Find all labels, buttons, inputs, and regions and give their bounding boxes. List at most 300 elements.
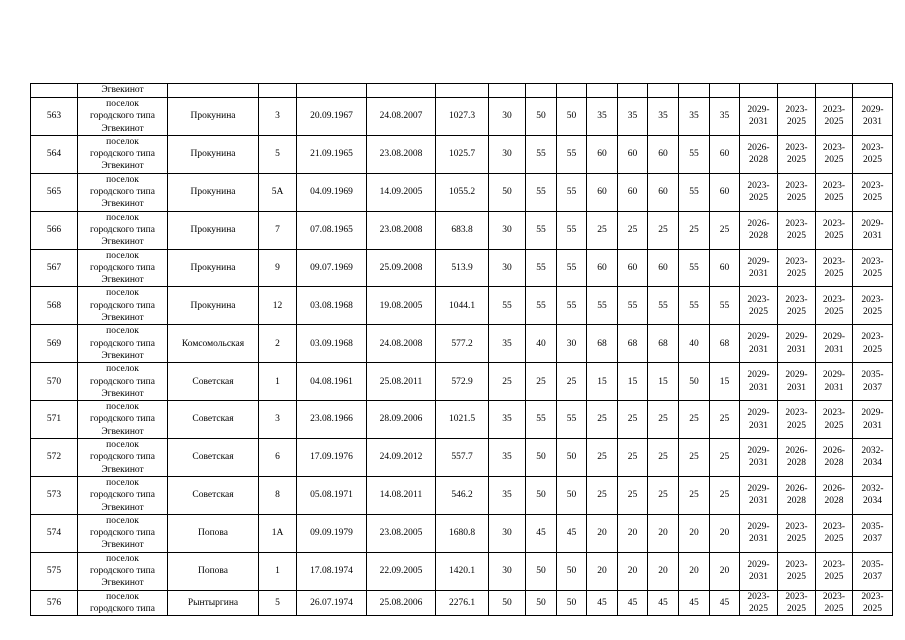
repair-period-cell xyxy=(778,401,816,439)
area-cell: 1021.5 xyxy=(436,401,489,439)
street-cell: Прокунина xyxy=(168,249,259,287)
line: 2023- xyxy=(822,521,846,532)
line: 2023- xyxy=(785,408,808,419)
wear-percent-cell: 25 xyxy=(648,211,679,249)
line: 2032- xyxy=(861,484,884,495)
line: 2025 xyxy=(787,603,806,614)
settlement-cell xyxy=(78,135,168,173)
wear-percent-cell: 50 xyxy=(526,476,557,514)
line: Эгвекинот xyxy=(101,502,144,513)
wear-percent-cell: 50 xyxy=(557,552,587,590)
table-row xyxy=(31,476,893,514)
line: 2023- xyxy=(822,143,846,154)
wear-percent-cell: 50 xyxy=(557,98,587,136)
line: 2029- xyxy=(822,332,846,343)
wear-percent-cell: 20 xyxy=(679,552,710,590)
table-row xyxy=(31,287,893,325)
wear-percent-cell: 25 xyxy=(710,476,740,514)
date-inspection-cell: 22.09.2005 xyxy=(367,552,436,590)
date-inspection-cell: 28.09.2006 xyxy=(367,401,436,439)
wear-percent-cell: 25 xyxy=(710,211,740,249)
date-built-cell: 17.08.1974 xyxy=(297,552,367,590)
wear-percent-cell: 20 xyxy=(618,514,648,552)
wear-percent-cell: 55 xyxy=(710,287,740,325)
wear-percent-cell: 60 xyxy=(587,249,618,287)
empty-cell xyxy=(679,84,710,98)
wear-percent-cell: 20 xyxy=(679,514,710,552)
line: 2031 xyxy=(749,117,768,128)
wear-percent-cell: 55 xyxy=(526,173,557,211)
date-built-cell: 09.07.1969 xyxy=(297,249,367,287)
line: 2023- xyxy=(785,256,808,267)
line: 2025 xyxy=(787,193,806,204)
line: Эгвекинот xyxy=(101,161,144,172)
wear-percent-cell: 60 xyxy=(710,173,740,211)
date-built-cell: 17.09.1976 xyxy=(297,439,367,477)
settlement-cell xyxy=(78,439,168,477)
wear-percent-cell: 20 xyxy=(587,514,618,552)
wear-percent-cell: 25 xyxy=(618,439,648,477)
wear-percent-cell: 55 xyxy=(679,249,710,287)
house-number-cell: 5 xyxy=(259,590,297,616)
wear-percent-cell: 55 xyxy=(526,401,557,439)
wear-percent-cell: 55 xyxy=(526,211,557,249)
repair-period-cell xyxy=(853,249,893,287)
line: 2028 xyxy=(787,496,806,507)
area-cell: 577.2 xyxy=(436,325,489,363)
line: 2035- xyxy=(861,521,884,532)
line: 2029- xyxy=(747,521,770,532)
settlement-cell xyxy=(78,287,168,325)
street-cell: Советская xyxy=(168,363,259,401)
wear-percent-cell: 55 xyxy=(557,287,587,325)
line: 2023- xyxy=(861,143,884,154)
line: поселок xyxy=(106,553,139,564)
date-inspection-cell: 14.09.2005 xyxy=(367,173,436,211)
wear-percent-cell: 55 xyxy=(679,287,710,325)
wear-percent-cell: 25 xyxy=(648,476,679,514)
wear-percent-cell: 50 xyxy=(679,363,710,401)
wear-percent-cell: 15 xyxy=(648,363,679,401)
empty-cell xyxy=(168,84,259,98)
row-number-cell: 570 xyxy=(31,363,78,401)
repair-period-cell xyxy=(853,211,893,249)
line: городского типа xyxy=(90,187,155,198)
wear-percent-cell: 35 xyxy=(489,476,526,514)
street-cell: Советская xyxy=(168,476,259,514)
row-number-cell: 568 xyxy=(31,287,78,325)
wear-percent-cell: 35 xyxy=(489,325,526,363)
repair-period-cell xyxy=(778,363,816,401)
line: городского типа xyxy=(90,262,155,273)
repair-period-cell xyxy=(816,439,853,477)
table-row xyxy=(31,249,893,287)
line: 2029- xyxy=(747,105,770,116)
wear-percent-cell: 25 xyxy=(648,401,679,439)
line: 2023- xyxy=(822,591,846,602)
line: 2031 xyxy=(824,382,844,393)
line: поселок xyxy=(106,477,139,488)
wear-percent-cell: 60 xyxy=(587,135,618,173)
wear-percent-cell: 60 xyxy=(710,135,740,173)
area-cell: 1027.3 xyxy=(436,98,489,136)
wear-percent-cell: 55 xyxy=(557,173,587,211)
line: Эгвекинот xyxy=(101,350,144,361)
line: 2025 xyxy=(787,534,806,545)
line: 2029- xyxy=(747,408,770,419)
repair-period-cell xyxy=(778,173,816,211)
line: 2035- xyxy=(861,370,884,381)
line: 2029- xyxy=(747,332,770,343)
line: 2028 xyxy=(787,458,806,469)
line: городского типа xyxy=(90,376,155,387)
date-inspection-cell: 23.08.2008 xyxy=(367,211,436,249)
area-cell: 2276.1 xyxy=(436,590,489,616)
wear-percent-cell: 68 xyxy=(618,325,648,363)
area-cell: 513.9 xyxy=(436,249,489,287)
repair-period-cell xyxy=(816,98,853,136)
line: 2025 xyxy=(787,117,806,128)
wear-percent-cell: 20 xyxy=(587,552,618,590)
line: 2031 xyxy=(749,496,768,507)
line: поселок xyxy=(106,212,139,223)
empty-cell xyxy=(853,84,893,98)
wear-percent-cell: 50 xyxy=(526,590,557,616)
line: 2037 xyxy=(863,572,882,583)
line: 2025 xyxy=(824,572,844,583)
line: 2023- xyxy=(747,180,770,191)
repair-period-cell xyxy=(853,401,893,439)
wear-percent-cell: 25 xyxy=(648,439,679,477)
line: городского типа xyxy=(90,490,155,501)
repair-period-cell xyxy=(778,249,816,287)
repair-period-cell xyxy=(740,439,778,477)
repair-period-cell xyxy=(740,249,778,287)
street-cell: Советская xyxy=(168,439,259,477)
line: городского типа xyxy=(90,149,155,160)
line: Эгвекинот xyxy=(101,237,144,248)
repair-period-cell xyxy=(816,249,853,287)
settlement-cell: Эгвекинот xyxy=(78,84,168,98)
empty-cell xyxy=(557,84,587,98)
table-row xyxy=(31,325,893,363)
wear-percent-cell: 25 xyxy=(679,401,710,439)
wear-percent-cell: 30 xyxy=(489,211,526,249)
wear-percent-cell: 55 xyxy=(587,287,618,325)
line: городского типа xyxy=(90,111,155,122)
line: Эгвекинот xyxy=(101,578,144,589)
repair-period-cell xyxy=(816,173,853,211)
wear-percent-cell: 60 xyxy=(587,173,618,211)
empty-cell xyxy=(587,84,618,98)
line: Эгвекинот xyxy=(101,464,144,475)
area-cell: 1420.1 xyxy=(436,552,489,590)
line: поселок xyxy=(106,136,139,147)
line: 2026- xyxy=(785,484,808,495)
line: 2029- xyxy=(822,370,846,381)
area-cell: 1044.1 xyxy=(436,287,489,325)
line: городского типа xyxy=(90,603,155,614)
street-cell: Прокунина xyxy=(168,287,259,325)
row-number-cell: 574 xyxy=(31,514,78,552)
line: 2023- xyxy=(785,294,808,305)
empty-cell xyxy=(297,84,367,98)
table-row xyxy=(31,173,893,211)
wear-percent-cell: 25 xyxy=(587,401,618,439)
line: поселок xyxy=(106,440,139,451)
line: 2031 xyxy=(824,344,844,355)
wear-percent-cell: 30 xyxy=(557,325,587,363)
repair-period-cell xyxy=(816,590,853,616)
date-built-cell: 09.09.1979 xyxy=(297,514,367,552)
line: 2025 xyxy=(749,193,768,204)
line: городского типа xyxy=(90,338,155,349)
wear-percent-cell: 45 xyxy=(526,514,557,552)
wear-percent-cell: 35 xyxy=(489,401,526,439)
line: 2031 xyxy=(863,420,882,431)
area-cell: 1025.7 xyxy=(436,135,489,173)
street-cell: Прокунина xyxy=(168,211,259,249)
house-number-cell: 9 xyxy=(259,249,297,287)
line: 2023- xyxy=(861,294,884,305)
date-inspection-cell: 25.08.2011 xyxy=(367,363,436,401)
line: 2023- xyxy=(785,591,808,602)
repair-period-cell xyxy=(740,476,778,514)
row-number-cell: 576 xyxy=(31,590,78,616)
table-row xyxy=(31,135,893,173)
row-number-cell: 572 xyxy=(31,439,78,477)
line: городского типа xyxy=(90,528,155,539)
line: 2031 xyxy=(749,458,768,469)
line: 2035- xyxy=(861,559,884,570)
line: 2029- xyxy=(861,408,884,419)
table-row xyxy=(31,439,893,477)
repair-period-cell xyxy=(740,590,778,616)
date-built-cell: 21.09.1965 xyxy=(297,135,367,173)
row-number-cell: 563 xyxy=(31,98,78,136)
house-number-cell: 8 xyxy=(259,476,297,514)
wear-percent-cell: 55 xyxy=(679,173,710,211)
repair-period-cell xyxy=(816,287,853,325)
wear-percent-cell: 55 xyxy=(557,249,587,287)
line: 2023- xyxy=(822,559,846,570)
table-row-continuation xyxy=(31,84,893,98)
line: 2029- xyxy=(747,370,770,381)
street-cell: Прокунина xyxy=(168,135,259,173)
wear-percent-cell: 50 xyxy=(526,98,557,136)
repair-period-cell xyxy=(778,211,816,249)
line: Эгвекинот xyxy=(101,388,144,399)
wear-percent-cell: 50 xyxy=(526,439,557,477)
settlement-cell xyxy=(78,476,168,514)
wear-percent-cell: 35 xyxy=(648,98,679,136)
empty-cell xyxy=(259,84,297,98)
date-inspection-cell: 25.09.2008 xyxy=(367,249,436,287)
line: 2023- xyxy=(785,105,808,116)
line: 2029- xyxy=(785,370,808,381)
house-number-cell: 6 xyxy=(259,439,297,477)
line: 2028 xyxy=(824,458,844,469)
line: 2029- xyxy=(785,332,808,343)
wear-percent-cell: 55 xyxy=(648,287,679,325)
repair-period-cell xyxy=(778,590,816,616)
wear-percent-cell: 15 xyxy=(618,363,648,401)
wear-percent-cell: 25 xyxy=(526,363,557,401)
repair-period-cell xyxy=(853,325,893,363)
date-inspection-cell: 24.09.2012 xyxy=(367,439,436,477)
line: 2031 xyxy=(749,420,768,431)
row-number-cell: 567 xyxy=(31,249,78,287)
line: 2028 xyxy=(824,496,844,507)
housing-registry-table xyxy=(30,83,893,616)
repair-period-cell xyxy=(816,514,853,552)
area-cell: 1680.8 xyxy=(436,514,489,552)
date-built-cell: 20.09.1967 xyxy=(297,98,367,136)
wear-percent-cell: 68 xyxy=(648,325,679,363)
wear-percent-cell: 30 xyxy=(489,249,526,287)
empty-cell xyxy=(778,84,816,98)
line: 2029- xyxy=(747,484,770,495)
line: поселок xyxy=(106,99,139,109)
line: 2023- xyxy=(822,180,846,191)
repair-period-cell xyxy=(853,476,893,514)
repair-period-cell xyxy=(740,401,778,439)
repair-period-cell xyxy=(853,363,893,401)
wear-percent-cell: 15 xyxy=(710,363,740,401)
line: 2026- xyxy=(747,143,770,154)
wear-percent-cell: 30 xyxy=(489,552,526,590)
date-built-cell: 23.08.1966 xyxy=(297,401,367,439)
wear-percent-cell: 30 xyxy=(489,135,526,173)
line: 2031 xyxy=(787,344,806,355)
line: 2031 xyxy=(749,534,768,545)
repair-period-cell xyxy=(853,287,893,325)
row-number-cell: 566 xyxy=(31,211,78,249)
date-built-cell: 03.08.1968 xyxy=(297,287,367,325)
wear-percent-cell: 50 xyxy=(557,590,587,616)
wear-percent-cell: 60 xyxy=(710,249,740,287)
wear-percent-cell: 35 xyxy=(618,98,648,136)
repair-period-cell xyxy=(740,287,778,325)
house-number-cell: 5 xyxy=(259,135,297,173)
empty-cell xyxy=(710,84,740,98)
wear-percent-cell: 35 xyxy=(679,98,710,136)
empty-cell xyxy=(526,84,557,98)
line: 2023- xyxy=(861,591,884,602)
line: 2029- xyxy=(747,256,770,267)
wear-percent-cell: 60 xyxy=(618,249,648,287)
line: 2023- xyxy=(861,256,884,267)
line: 2034 xyxy=(863,458,882,469)
line: 2026- xyxy=(822,484,846,495)
wear-percent-cell: 45 xyxy=(710,590,740,616)
settlement-cell xyxy=(78,514,168,552)
area-cell: 557.7 xyxy=(436,439,489,477)
line: 2031 xyxy=(749,344,768,355)
wear-percent-cell: 55 xyxy=(489,287,526,325)
repair-period-cell xyxy=(853,135,893,173)
wear-percent-cell: 55 xyxy=(557,135,587,173)
repair-period-cell xyxy=(740,325,778,363)
repair-period-cell xyxy=(816,476,853,514)
line: 2025 xyxy=(787,306,806,317)
line: 2025 xyxy=(824,534,844,545)
table-row xyxy=(31,590,893,616)
line: 2023- xyxy=(785,559,808,570)
wear-percent-cell: 55 xyxy=(557,211,587,249)
line: 2023- xyxy=(861,180,884,191)
line: 2023- xyxy=(785,143,808,154)
wear-percent-cell: 50 xyxy=(557,439,587,477)
wear-percent-cell: 25 xyxy=(557,363,587,401)
wear-percent-cell: 45 xyxy=(618,590,648,616)
line: Эгвекинот xyxy=(101,426,144,437)
settlement-cell xyxy=(78,363,168,401)
wear-percent-cell: 25 xyxy=(710,401,740,439)
wear-percent-cell: 30 xyxy=(489,98,526,136)
settlement-cell xyxy=(78,552,168,590)
line: 2023- xyxy=(822,218,846,229)
line: поселок xyxy=(106,364,139,375)
row-number-cell: 565 xyxy=(31,173,78,211)
line: городского типа xyxy=(90,300,155,311)
line: 2031 xyxy=(749,382,768,393)
line: 2026- xyxy=(822,446,846,457)
house-number-cell: 1 xyxy=(259,363,297,401)
table-row xyxy=(31,401,893,439)
wear-percent-cell: 60 xyxy=(648,135,679,173)
wear-percent-cell: 50 xyxy=(489,590,526,616)
row-number-cell: 573 xyxy=(31,476,78,514)
repair-period-cell xyxy=(816,401,853,439)
wear-percent-cell: 25 xyxy=(679,211,710,249)
repair-period-cell xyxy=(778,439,816,477)
line: 2023- xyxy=(822,408,846,419)
wear-percent-cell: 45 xyxy=(587,590,618,616)
date-built-cell: 26.07.1974 xyxy=(297,590,367,616)
empty-cell xyxy=(489,84,526,98)
wear-percent-cell: 50 xyxy=(526,552,557,590)
wear-percent-cell: 25 xyxy=(587,439,618,477)
wear-percent-cell: 68 xyxy=(710,325,740,363)
area-cell: 683.8 xyxy=(436,211,489,249)
empty-cell xyxy=(367,84,436,98)
line: поселок xyxy=(106,326,139,337)
date-built-cell: 03.09.1968 xyxy=(297,325,367,363)
wear-percent-cell: 55 xyxy=(679,135,710,173)
line: 2031 xyxy=(863,231,882,242)
line: 2025 xyxy=(787,420,806,431)
wear-percent-cell: 20 xyxy=(618,552,648,590)
number-cell xyxy=(31,84,78,98)
line: 2025 xyxy=(863,306,882,317)
house-number-cell: 1А xyxy=(259,514,297,552)
street-cell: Прокунина xyxy=(168,173,259,211)
wear-percent-cell: 25 xyxy=(710,439,740,477)
line: 2025 xyxy=(863,603,882,614)
line: 2023- xyxy=(747,591,770,602)
wear-percent-cell: 25 xyxy=(587,476,618,514)
line: поселок xyxy=(106,174,139,185)
wear-percent-cell: 15 xyxy=(587,363,618,401)
wear-percent-cell: 55 xyxy=(618,287,648,325)
repair-period-cell xyxy=(816,363,853,401)
house-number-cell: 3 xyxy=(259,98,297,136)
repair-period-cell xyxy=(816,135,853,173)
line: 2025 xyxy=(824,306,844,317)
settlement-cell xyxy=(78,590,168,616)
line: 2025 xyxy=(749,306,768,317)
